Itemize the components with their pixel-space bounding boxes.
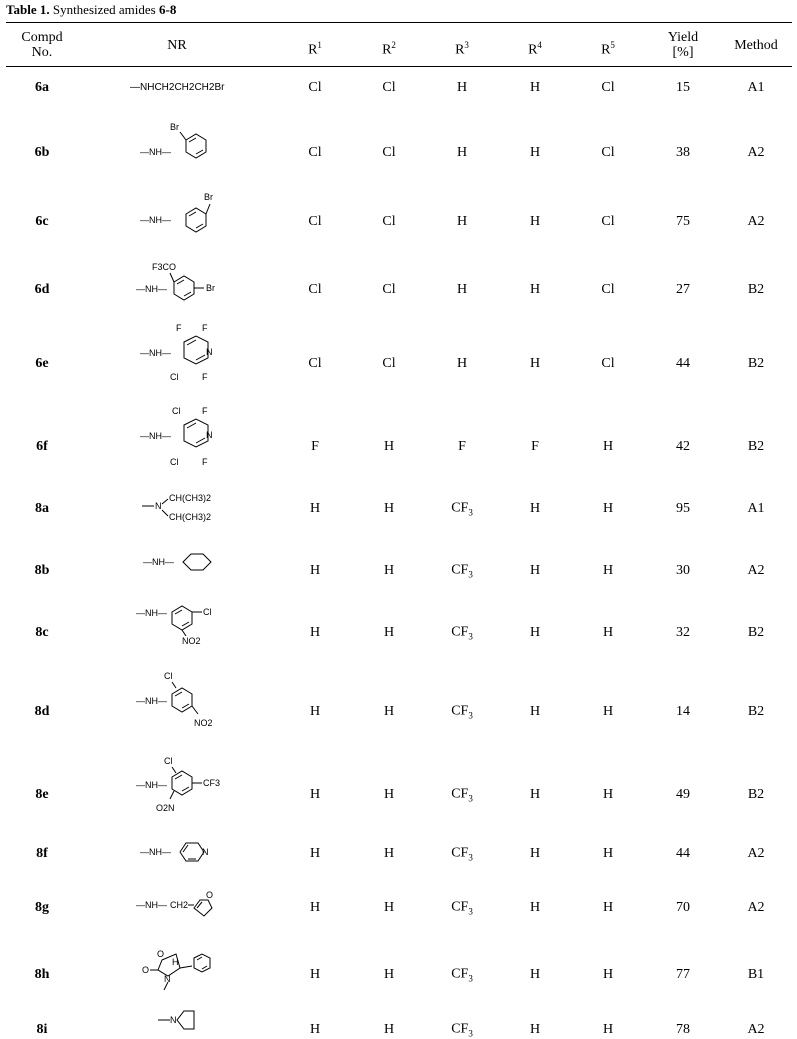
cell-r4: H xyxy=(529,563,541,578)
cell-id: 6d xyxy=(34,282,50,297)
svg-text:O2N: O2N xyxy=(156,803,175,813)
svg-text:F: F xyxy=(202,406,208,416)
cell-r2: H xyxy=(383,704,395,719)
cell-r1: Cl xyxy=(308,145,322,160)
svg-text:N: N xyxy=(170,1015,177,1025)
cell-yield: 14 xyxy=(676,704,690,719)
structure-6a-text: —NHCH2CH2CH2Br xyxy=(130,82,225,93)
cell-method: A1 xyxy=(747,501,765,516)
cell-r4: H xyxy=(529,501,541,516)
cell-yield: 78 xyxy=(676,1022,690,1037)
cell-r2: Cl xyxy=(382,80,396,95)
cell-r5: Cl xyxy=(601,145,615,160)
cell-r5: Cl xyxy=(601,80,615,95)
cell-r5: Cl xyxy=(601,282,615,297)
svg-text:N: N xyxy=(206,430,213,440)
cell-r2: H xyxy=(383,846,395,861)
table-caption: Table 1. Synthesized amides 6-8 xyxy=(6,2,177,17)
cell-r1: H xyxy=(309,704,321,719)
structure-6b xyxy=(140,120,220,168)
cell-id: 8e xyxy=(35,787,49,802)
header-r3: $R^3$ xyxy=(455,40,469,58)
svg-text:Cl: Cl xyxy=(170,457,179,467)
svg-text:—NH—: —NH— xyxy=(143,557,174,567)
header-method: Method xyxy=(734,38,778,53)
cell-id: 6f xyxy=(36,439,48,454)
cell-r4: H xyxy=(529,145,541,160)
cell-id: 8f xyxy=(36,846,48,861)
cell-r3: H xyxy=(456,356,468,371)
svg-text:F: F xyxy=(202,323,208,333)
header-r4: $R^4$ xyxy=(528,40,542,58)
svg-text:O: O xyxy=(157,949,165,959)
svg-text:Cl: Cl xyxy=(164,671,173,681)
cell-method: B2 xyxy=(747,787,765,802)
svg-text:F: F xyxy=(202,457,208,467)
cell-yield: 15 xyxy=(676,80,690,95)
svg-text:—NH—: —NH— xyxy=(136,900,167,910)
svg-text:Br: Br xyxy=(206,283,215,293)
cell-yield: 77 xyxy=(676,967,690,982)
cell-id: 8a xyxy=(35,501,49,516)
cell-yield: 75 xyxy=(676,214,690,229)
cell-r5: Cl xyxy=(601,356,615,371)
cell-r3: $CF_3$ xyxy=(451,786,473,804)
svg-text:CH(CH3)2: CH(CH3)2 xyxy=(169,493,212,503)
svg-text:—NH—: —NH— xyxy=(136,696,167,706)
cell-yield: 30 xyxy=(676,563,690,578)
cell-yield: 38 xyxy=(676,145,690,160)
cell-r3: $CF_3$ xyxy=(451,845,473,863)
cell-r3: $CF_3$ xyxy=(451,500,473,518)
cell-yield: 44 xyxy=(676,356,690,371)
cell-r2: H xyxy=(383,563,395,578)
cell-yield: 44 xyxy=(676,846,690,861)
cell-r5: H xyxy=(602,787,614,802)
svg-text:—NH—: —NH— xyxy=(140,147,171,157)
cell-r4: H xyxy=(529,356,541,371)
top-rule xyxy=(6,22,792,23)
structure-6f xyxy=(140,405,230,467)
cell-method: A2 xyxy=(747,145,765,160)
cell-r4: H xyxy=(529,704,541,719)
header-r5: $R^5$ xyxy=(601,40,615,58)
cell-r4: H xyxy=(529,282,541,297)
cell-r1: H xyxy=(309,967,321,982)
header-nr: NR xyxy=(167,38,187,53)
cell-yield: 95 xyxy=(676,501,690,516)
cell-r1: Cl xyxy=(308,80,322,95)
cell-r4: H xyxy=(529,80,541,95)
cell-id: 6b xyxy=(34,145,50,160)
cell-r1: Cl xyxy=(308,214,322,229)
cell-r5: H xyxy=(602,900,614,915)
cell-r3: F xyxy=(458,439,466,454)
svg-text:N: N xyxy=(206,347,213,357)
svg-text:Cl: Cl xyxy=(170,372,179,382)
cell-r3: $CF_3$ xyxy=(451,1021,473,1039)
cell-r2: H xyxy=(383,787,395,802)
structure-8i xyxy=(150,1005,220,1035)
cell-r2: H xyxy=(383,1022,395,1037)
cell-r4: H xyxy=(529,1022,541,1037)
cell-r4: H xyxy=(529,900,541,915)
cell-id: 8i xyxy=(36,1022,48,1037)
cell-r5: Cl xyxy=(601,214,615,229)
cell-r1: Cl xyxy=(308,356,322,371)
cell-yield: 42 xyxy=(676,439,690,454)
svg-text:—NH—: —NH— xyxy=(140,431,171,441)
cell-r2: Cl xyxy=(382,282,396,297)
cell-method: B1 xyxy=(747,967,765,982)
structure-8a xyxy=(140,490,250,526)
structure-8h xyxy=(140,944,230,994)
cell-r1: Cl xyxy=(308,282,322,297)
cell-r1: H xyxy=(309,501,321,516)
cell-id: 8b xyxy=(34,563,50,578)
cell-method: B2 xyxy=(747,356,765,371)
cell-yield: 49 xyxy=(676,787,690,802)
cell-method: B2 xyxy=(747,282,765,297)
cell-r3: $CF_3$ xyxy=(451,703,473,721)
cell-method: A2 xyxy=(747,846,765,861)
cell-method: A2 xyxy=(747,214,765,229)
structure-8g xyxy=(136,888,236,924)
svg-text:N: N xyxy=(164,974,171,984)
cell-r1: H xyxy=(309,1022,321,1037)
cell-yield: 32 xyxy=(676,625,690,640)
cell-r2: H xyxy=(383,625,395,640)
cell-method: A1 xyxy=(747,80,765,95)
cell-r2: Cl xyxy=(382,214,396,229)
svg-text:NO2: NO2 xyxy=(194,718,213,728)
svg-text:Cl: Cl xyxy=(203,607,212,617)
svg-text:F: F xyxy=(176,323,182,333)
cell-r2: H xyxy=(383,900,395,915)
cell-r3: $CF_3$ xyxy=(451,624,473,642)
cell-r4: F xyxy=(531,439,539,454)
cell-r3: H xyxy=(456,145,468,160)
cell-r3: H xyxy=(456,282,468,297)
svg-text:Br: Br xyxy=(204,192,213,202)
svg-text:—NH—: —NH— xyxy=(136,608,167,618)
cell-method: A2 xyxy=(747,1022,765,1037)
svg-text:Cl: Cl xyxy=(164,756,173,766)
svg-text:F: F xyxy=(202,372,208,382)
svg-text:—NH—: —NH— xyxy=(140,847,171,857)
cell-r1: H xyxy=(309,625,321,640)
cell-r5: H xyxy=(602,704,614,719)
cell-r2: Cl xyxy=(382,356,396,371)
cell-r5: H xyxy=(602,846,614,861)
cell-method: B2 xyxy=(747,625,765,640)
svg-text:NO2: NO2 xyxy=(182,636,201,646)
cell-id: 8c xyxy=(35,625,49,640)
svg-text:Br: Br xyxy=(170,122,179,132)
cell-r5: H xyxy=(602,625,614,640)
svg-text:O: O xyxy=(206,890,214,900)
cell-r2: H xyxy=(383,967,395,982)
svg-text:O: O xyxy=(142,965,150,975)
cell-r4: H xyxy=(529,625,541,640)
cell-r1: H xyxy=(309,787,321,802)
structure-8f xyxy=(140,838,230,868)
svg-text:—NH—: —NH— xyxy=(136,284,167,294)
header-compd: Compd No. xyxy=(21,30,63,60)
cell-r5: H xyxy=(602,439,614,454)
svg-text:N: N xyxy=(202,847,209,857)
cell-r3: H xyxy=(456,80,468,95)
cell-yield: 70 xyxy=(676,900,690,915)
cell-r4: H xyxy=(529,787,541,802)
cell-id: 6c xyxy=(35,214,49,229)
cell-method: B2 xyxy=(747,439,765,454)
header-r2: $R^2$ xyxy=(382,40,396,58)
structure-6d xyxy=(136,258,236,306)
cell-id: 8g xyxy=(35,900,49,915)
cell-method: A2 xyxy=(747,563,765,578)
header-rule xyxy=(6,66,792,67)
cell-method: A2 xyxy=(747,900,765,915)
svg-text:—NH—: —NH— xyxy=(136,780,167,790)
structure-8b xyxy=(143,548,223,578)
svg-text:F3CO: F3CO xyxy=(152,262,177,272)
svg-text:H: H xyxy=(172,957,179,967)
svg-text:—NH—: —NH— xyxy=(140,215,171,225)
structure-8c xyxy=(136,598,236,650)
cell-r2: H xyxy=(383,501,395,516)
svg-text:Cl: Cl xyxy=(172,406,181,416)
cell-method: B2 xyxy=(747,704,765,719)
svg-text:CH(CH3)2: CH(CH3)2 xyxy=(169,512,212,522)
cell-r3: H xyxy=(456,214,468,229)
cell-yield: 27 xyxy=(676,282,690,297)
cell-id: 6a xyxy=(35,80,49,95)
cell-r1: F xyxy=(311,439,319,454)
cell-r3: $CF_3$ xyxy=(451,899,473,917)
cell-r3: $CF_3$ xyxy=(451,562,473,580)
cell-id: 8d xyxy=(34,704,50,719)
cell-r2: H xyxy=(383,439,395,454)
cell-r4: H xyxy=(529,846,541,861)
cell-id: 6e xyxy=(35,356,49,371)
cell-r1: H xyxy=(309,563,321,578)
header-r1: $R^1$ xyxy=(308,40,322,58)
header-yield: Yield [%] xyxy=(667,30,699,60)
cell-r5: H xyxy=(602,1022,614,1037)
structure-6a xyxy=(130,80,250,96)
cell-r2: Cl xyxy=(382,145,396,160)
cell-id: 8h xyxy=(34,967,50,982)
svg-text:—NH—: —NH— xyxy=(140,348,171,358)
structure-8e xyxy=(136,755,236,817)
cell-r4: H xyxy=(529,967,541,982)
cell-r1: H xyxy=(309,900,321,915)
structure-6c xyxy=(140,190,230,238)
cell-r1: H xyxy=(309,846,321,861)
svg-text:N: N xyxy=(155,501,162,511)
svg-text:CF3: CF3 xyxy=(203,778,221,788)
cell-r4: H xyxy=(529,214,541,229)
cell-r5: H xyxy=(602,563,614,578)
svg-text:CH2: CH2 xyxy=(170,900,189,910)
structure-8d xyxy=(136,670,236,732)
cell-r5: H xyxy=(602,967,614,982)
structure-6e xyxy=(140,322,230,384)
cell-r5: H xyxy=(602,501,614,516)
cell-r3: $CF_3$ xyxy=(451,966,473,984)
